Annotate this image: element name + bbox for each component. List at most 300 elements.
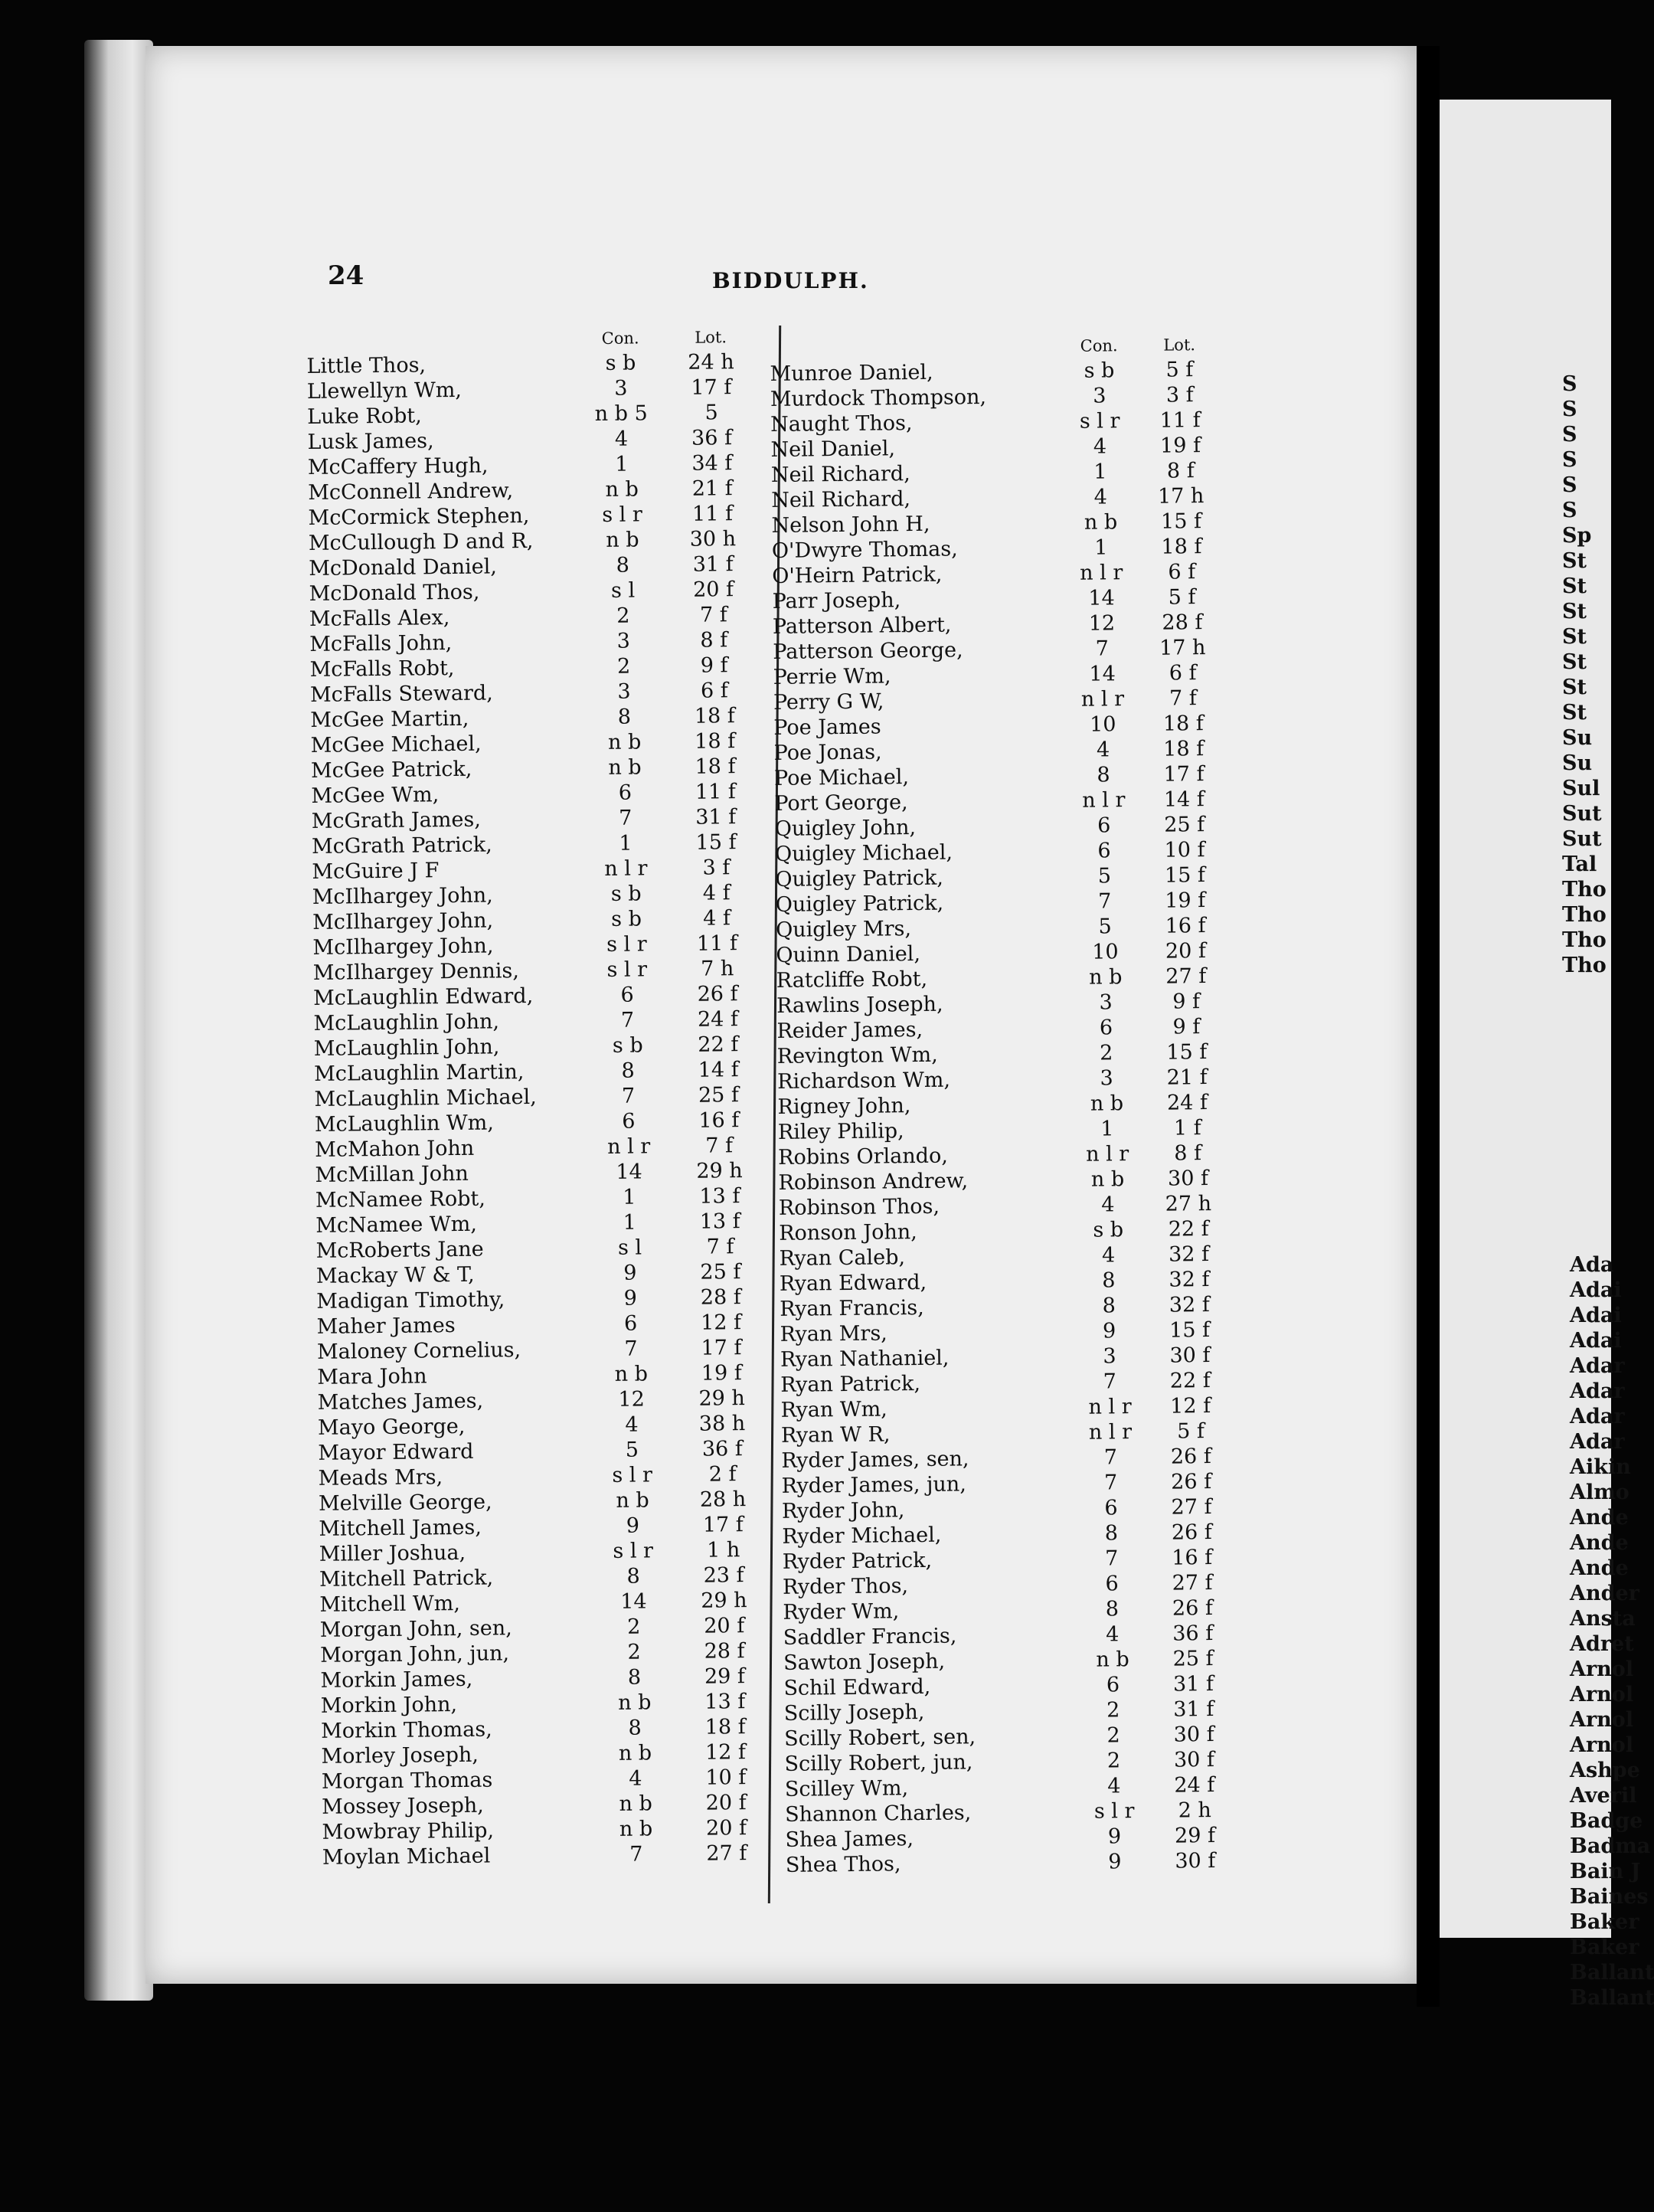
entry-lot: 34 f (691, 451, 733, 476)
entry-concession: 8 (1102, 1268, 1116, 1293)
entry-concession: 1 (623, 1185, 636, 1209)
entry-lot: 31 f (692, 552, 734, 577)
entry-concession: n l r (1088, 1420, 1133, 1445)
entry-name: Ryder Thos, (782, 1574, 909, 1599)
adjacent-entry-fragment: St (1562, 701, 1587, 725)
adjacent-entry-fragment: S (1562, 423, 1577, 447)
entry-concession: 4 (629, 1766, 642, 1791)
entry-name: Morgan John, sen, (319, 1616, 512, 1642)
adjacent-entry-fragment: St (1562, 600, 1587, 623)
entry-concession: 6 (623, 1311, 638, 1336)
entry-name: McIlhargey Dennis, (312, 959, 519, 985)
entry-name: Ryan Patrick, (780, 1372, 921, 1397)
entry-concession: 9 (623, 1261, 637, 1285)
adjacent-entry-fragment: Badma (1570, 1834, 1651, 1858)
entry-name: Robinson Thos, (778, 1194, 940, 1220)
entry-concession: 2 (627, 1615, 641, 1639)
entry-name: McGrath Patrick, (311, 833, 492, 859)
entry-lot: 32 f (1169, 1293, 1210, 1317)
entry-lot: 30 f (1173, 1748, 1215, 1772)
entry-concession: n l r (1085, 1142, 1129, 1167)
entry-concession: n l r (1082, 788, 1126, 813)
adjacent-entry-fragment: Arnol (1570, 1733, 1634, 1757)
entry-name: McLaughlin Martin, (314, 1060, 525, 1086)
adjacent-entry-fragment: Arnol (1570, 1657, 1634, 1681)
entry-name: Poe James (773, 715, 881, 740)
adjacent-entry-fragment: Adar (1570, 1405, 1625, 1428)
entry-name: Reider James, (776, 1017, 923, 1043)
adjacent-entry-fragment: St (1562, 574, 1587, 598)
entry-name: McLaughlin Michael, (314, 1085, 537, 1111)
entry-lot: 11 f (696, 931, 738, 956)
right-entries (770, 357, 1237, 1878)
entry-lot: 28 f (704, 1639, 745, 1664)
entry-lot: 3 f (702, 856, 731, 880)
entry-lot: 6 f (700, 679, 729, 703)
adjacent-entry-fragment: Sut (1562, 827, 1602, 851)
entry-name: Miller Joshua, (319, 1540, 466, 1566)
entry-concession: 3 (614, 376, 628, 401)
entry-name: Port George, (774, 790, 908, 816)
adjacent-entry-fragment: Tho (1562, 903, 1607, 927)
adjacent-entry-fragment: Tho (1562, 928, 1607, 952)
entry-lot: 17 h (1159, 636, 1206, 660)
adjacent-entry-fragment: Ballant (1570, 1961, 1654, 1985)
entry-concession: 14 (616, 1160, 642, 1184)
left-entries (306, 349, 782, 1870)
entry-name: McDonald Daniel, (309, 555, 498, 581)
entry-name: Moylan Michael (322, 1844, 491, 1870)
entry-lot: 5 f (1168, 585, 1196, 610)
entry-name: Morgan John, jun, (319, 1641, 510, 1667)
entry-name: Ryan W R, (780, 1422, 891, 1448)
entry-concession: 9 (626, 1513, 640, 1538)
con-header: Con. (601, 329, 639, 348)
entry-lot: 29 f (1174, 1824, 1216, 1848)
entry-concession: n l r (1080, 561, 1123, 585)
entry-concession: n b (619, 1792, 652, 1816)
adjacent-entry-fragment: Arnol (1570, 1683, 1634, 1706)
entry-lot: 21 f (1166, 1065, 1208, 1090)
entry-lot: 11 f (695, 780, 736, 804)
adjacent-entry-fragment: Baines (1570, 1885, 1649, 1909)
entry-name: McLaughlin John, (313, 1009, 500, 1036)
entry-lot: 27 f (1165, 964, 1207, 989)
entry-concession: n b (605, 477, 639, 502)
entry-lot: 26 f (1172, 1596, 1214, 1621)
entry-lot: 26 f (1171, 1470, 1212, 1494)
entry-concession: 6 (1104, 1496, 1118, 1520)
page-stack-edge (84, 40, 153, 2001)
entry-lot: 17 f (702, 1513, 744, 1537)
entry-concession: 1 (615, 452, 629, 476)
entry-lot: 18 f (704, 1715, 746, 1739)
entry-concession: 3 (1099, 990, 1113, 1015)
entry-name: Shannon Charles, (785, 1801, 972, 1827)
entry-lot: 12 f (1170, 1394, 1211, 1418)
entry-name: Melville George, (318, 1490, 492, 1516)
adjacent-page-fragment (1440, 100, 1654, 2010)
entry-lot: 17 f (701, 1336, 742, 1360)
entry-name: Mowbray Philip, (322, 1818, 495, 1844)
entry-name: Ryder James, sen, (781, 1447, 969, 1473)
entry-name: Sawton Joseph, (783, 1649, 946, 1675)
entry-lot: 17 h (1157, 484, 1205, 509)
lot-header: Lot. (695, 328, 727, 347)
entry-concession: 7 (1104, 1546, 1119, 1571)
entry-lot: 26 f (1170, 1445, 1211, 1469)
entry-concession: 9 (623, 1286, 638, 1311)
entry-lot: 17 f (691, 375, 732, 400)
entry-name: Parr Joseph, (772, 588, 901, 614)
entry-lot: 1 f (1173, 1116, 1201, 1140)
entry-concession: 5 (1098, 915, 1112, 939)
entry-name: Rigney John, (777, 1094, 911, 1119)
entry-concession: 8 (617, 705, 632, 729)
entry-name: Neil Richard, (771, 487, 911, 512)
entry-concession: s l r (612, 1463, 653, 1487)
entry-lot: 27 f (1172, 1571, 1213, 1595)
entry-name: McFalls Robt, (309, 656, 455, 682)
entry-name: Scilly Robert, sen, (784, 1725, 976, 1751)
entry-concession: 4 (1096, 738, 1110, 762)
adjacent-entry-fragment: Ander (1570, 1582, 1639, 1605)
entry-concession: 3 (1093, 384, 1106, 408)
entry-name: Llewellyn Wm, (306, 378, 463, 404)
entry-concession: 14 (620, 1589, 647, 1614)
entry-name: Matches James, (317, 1389, 484, 1415)
entry-concession: s b (610, 882, 642, 906)
entry-concession: 4 (1093, 434, 1107, 459)
entry-lot: 30 f (1169, 1343, 1211, 1368)
entry-lot: 25 f (698, 1083, 740, 1108)
entry-concession: 3 (616, 629, 631, 653)
entry-name: Patterson Albert, (772, 613, 952, 639)
entry-concession: 6 (1097, 813, 1111, 838)
entry-lot: 24 f (1166, 1091, 1208, 1115)
entry-name: Mara John (317, 1364, 427, 1389)
entry-lot: 24 f (697, 1007, 739, 1032)
entry-name: O'Heirn Patrick, (772, 562, 943, 588)
entry-name: Little Thos, (306, 353, 427, 378)
entry-lot: 15 f (695, 830, 737, 855)
entry-name: Ryder Michael, (782, 1523, 942, 1549)
entry-concession: 7 (1095, 636, 1110, 661)
entry-concession: 10 (1092, 940, 1119, 964)
entry-lot: 24 h (688, 350, 734, 375)
entry-name: McIlhargey John, (312, 883, 493, 909)
entry-lot: 18 f (1161, 535, 1202, 559)
adjacent-entry-fragment: St (1562, 650, 1587, 674)
left-directory-column (306, 325, 782, 1870)
entry-concession: s l r (613, 1539, 654, 1563)
entry-name: Morkin James, (320, 1667, 473, 1693)
adjacent-entry-fragment: S (1562, 499, 1577, 522)
adjacent-entry-fragment: Adar (1570, 1430, 1625, 1454)
adjacent-entry-fragment: Tal (1562, 852, 1597, 876)
lot-header: Lot. (1163, 335, 1196, 355)
adjacent-entry-fragment: Tho (1562, 878, 1607, 901)
entry-name: Saddler Francis, (783, 1624, 957, 1650)
adjacent-entry-fragment: St (1562, 549, 1587, 573)
entry-name: McFalls Steward, (309, 681, 493, 707)
entry-concession: s l r (1093, 1799, 1135, 1824)
entry-lot: 31 f (1173, 1697, 1214, 1722)
adjacent-entry-fragment: Su (1562, 726, 1593, 750)
entry-lot: 16 f (698, 1108, 740, 1133)
entry-name: McGee Wm, (311, 783, 440, 808)
entry-name: Scilley Wm, (784, 1776, 909, 1801)
entry-concession: 1 (623, 1210, 636, 1235)
entry-name: Morgan Thomas (321, 1768, 493, 1794)
book-gutter (1417, 46, 1440, 2007)
entry-concession: s l r (606, 932, 647, 957)
entry-lot: 7 f (706, 1235, 734, 1259)
entry-lot: 4 f (702, 881, 731, 905)
entry-concession: 8 (627, 1665, 642, 1690)
entry-lot: 8 f (1166, 459, 1195, 483)
entry-lot: 20 f (704, 1614, 745, 1638)
entry-name: Scilly Robert, jun, (784, 1750, 973, 1776)
entry-name: Scilly Joseph, (783, 1700, 925, 1726)
entry-lot: 3 f (1165, 383, 1194, 407)
entry-name: Mayor Edward (318, 1439, 474, 1465)
entry-name: Maher James (316, 1314, 456, 1339)
entry-name: McMahon John (315, 1136, 475, 1162)
entry-name: Murdock Thompson, (770, 385, 987, 411)
adjacent-entry-fragment: St (1562, 625, 1587, 649)
entry-concession: 8 (621, 1059, 635, 1083)
entry-concession: 1 (619, 831, 633, 856)
entry-lot: 19 f (701, 1361, 742, 1386)
adjacent-page-bottom-column (1570, 1252, 1654, 2011)
adjacent-entry-fragment: S (1562, 372, 1577, 396)
entry-concession: 14 (1089, 662, 1116, 686)
entry-name: McGee Martin, (310, 706, 469, 732)
entry-concession: 12 (618, 1387, 645, 1412)
entry-lot: 38 h (698, 1412, 746, 1436)
entry-name: Morkin John, (320, 1693, 458, 1718)
right-directory-column (770, 332, 1237, 1878)
entry-name: Lusk James, (307, 429, 434, 454)
entry-concession: 7 (1097, 889, 1112, 914)
entry-lot: 10 f (705, 1765, 747, 1790)
entry-concession: 7 (621, 1084, 636, 1108)
adjacent-entry-fragment: Ashpe (1570, 1759, 1640, 1782)
entry-concession: n l r (604, 856, 648, 881)
entry-name: Quigley Mrs, (775, 917, 912, 942)
entry-lot: 30 f (1175, 1849, 1216, 1873)
entry-name: McCormick Stephen, (308, 503, 530, 530)
entry-concession: 6 (1105, 1572, 1119, 1596)
entry-lot: 2 h (1178, 1798, 1211, 1823)
entry-lot: 30 f (1167, 1167, 1209, 1191)
entry-lot: 27 f (1171, 1495, 1212, 1520)
entry-lot: 15 f (1164, 863, 1206, 888)
entry-concession: n b (619, 1817, 653, 1841)
entry-lot: 7 f (699, 603, 727, 627)
entry-lot: 27 f (706, 1841, 747, 1866)
entry-lot: 27 h (1165, 1192, 1212, 1216)
entry-name: Ryan Wm, (780, 1397, 887, 1422)
entry-name: Schil Edward, (783, 1674, 931, 1700)
entry-lot: 31 f (1172, 1672, 1214, 1697)
entry-name: McCaffery Hugh, (307, 453, 489, 479)
adjacent-entry-fragment: Baker (1570, 1936, 1639, 1959)
entry-lot: 8 f (700, 628, 728, 653)
entry-name: Ryan Caleb, (779, 1245, 906, 1271)
entry-lot: 19 f (1165, 888, 1206, 913)
entry-lot: 5 f (1176, 1419, 1205, 1444)
entry-name: McRoberts Jane (315, 1237, 484, 1263)
entry-name: McGee Patrick, (310, 757, 472, 783)
adjacent-entry-fragment: Su (1562, 751, 1593, 775)
entry-concession: 2 (627, 1640, 641, 1664)
entry-name: Ronson John, (779, 1220, 917, 1245)
entry-concession: 3 (1100, 1066, 1113, 1091)
entry-lot: 9 f (1172, 1015, 1201, 1039)
entry-lot: 14 f (1163, 787, 1205, 812)
entry-concession: n b (606, 528, 639, 552)
entry-lot: 28 f (1162, 610, 1203, 635)
entry-lot: 25 f (1164, 813, 1205, 837)
entry-concession: 6 (622, 1109, 636, 1134)
entry-lot: 16 f (1165, 914, 1206, 938)
entry-name: Neil Daniel, (770, 437, 896, 462)
entry-concession: 2 (1106, 1698, 1120, 1723)
entry-lot: 9 f (1172, 990, 1201, 1014)
entry-lot: 25 f (700, 1260, 741, 1284)
entry-lot: 20 f (705, 1816, 747, 1841)
entry-name: Mitchell Wm, (319, 1591, 461, 1617)
adjacent-entry-fragment: Ansta (1570, 1607, 1636, 1631)
entry-lot: 6 f (1169, 661, 1197, 686)
entry-concession: 4 (1106, 1622, 1120, 1647)
entry-name: McFalls Alex, (309, 606, 450, 631)
adjacent-entry-fragment: Badge (1570, 1809, 1643, 1833)
entry-concession: 8 (1104, 1521, 1119, 1546)
entry-concession: 8 (1097, 763, 1110, 787)
entry-name: Ryder Patrick, (782, 1548, 933, 1574)
entry-lot: 7 f (705, 1134, 734, 1158)
adjacent-entry-fragment: S (1562, 473, 1577, 497)
adjacent-entry-fragment: Adai (1570, 1304, 1622, 1327)
entry-concession: s l r (602, 502, 643, 527)
entry-lot: 11 f (691, 502, 734, 526)
entry-concession: n b (1088, 965, 1123, 990)
entry-name: O'Dwyre Thomas, (771, 537, 958, 563)
entry-lot: 26 f (697, 982, 738, 1006)
adjacent-entry-fragment: Bain J (1570, 1860, 1641, 1883)
entry-concession: 3 (617, 679, 631, 704)
entry-lot: 13 f (699, 1209, 740, 1234)
entry-name: Mackay W & T, (315, 1262, 475, 1288)
directory-entry (322, 1841, 782, 1870)
entry-lot: 32 f (1169, 1268, 1210, 1292)
entry-lot: 21 f (691, 476, 733, 501)
entry-concession: n b (1090, 1167, 1125, 1192)
entry-lot: 23 f (703, 1563, 744, 1588)
entry-lot: 1 h (706, 1538, 740, 1562)
entry-concession: 6 (618, 780, 633, 805)
adjacent-entry-fragment: St (1562, 676, 1587, 699)
entry-lot: 31 f (695, 805, 737, 830)
adjacent-entry-fragment: Adai (1570, 1329, 1622, 1353)
entry-concession: 4 (1101, 1243, 1116, 1268)
adjacent-entry-fragment: Tho (1562, 954, 1607, 977)
entry-name: Morkin Thomas, (321, 1717, 492, 1743)
adjacent-entry-fragment: Ande (1570, 1531, 1629, 1555)
adjacent-entry-fragment: Ande (1570, 1556, 1629, 1580)
running-head: BIDDULPH. (712, 268, 869, 293)
entry-concession: 2 (1106, 1723, 1120, 1748)
entry-lot: 30 f (1173, 1723, 1214, 1747)
entry-lot: 29 h (696, 1159, 743, 1183)
adjacent-entry-fragment: Sul (1562, 777, 1600, 800)
entry-name: McLaughlin John, (313, 1035, 500, 1061)
adjacent-entry-fragment: Ande (1570, 1506, 1629, 1530)
entry-concession: 7 (1103, 1471, 1118, 1495)
entry-concession: 1 (1094, 535, 1108, 560)
entry-lot: 12 f (700, 1311, 742, 1335)
entry-lot: 8 f (1174, 1141, 1202, 1166)
entry-lot: 17 f (1163, 762, 1205, 787)
entry-concession: 7 (1103, 1369, 1117, 1394)
entry-name: Richardson Wm, (777, 1068, 951, 1094)
entry-concession: 5 (625, 1438, 639, 1462)
entry-lot: 6 f (1168, 560, 1196, 584)
entry-name: McLaughlin Wm, (314, 1111, 495, 1137)
entry-concession: s b (612, 1033, 643, 1058)
entry-concession: n b (1084, 510, 1118, 535)
entry-concession: s b (1093, 1218, 1124, 1242)
entry-concession: 5 (1097, 864, 1112, 888)
entry-concession: n l r (1080, 687, 1125, 712)
adjacent-entry-fragment: Aikin (1570, 1455, 1631, 1479)
entry-concession: 7 (629, 1842, 643, 1867)
entry-concession: 2 (616, 604, 630, 628)
entry-concession: 2 (1100, 1041, 1113, 1065)
entry-name: Ryder John, (781, 1498, 905, 1523)
entry-lot: 22 f (698, 1032, 739, 1057)
entry-name: Shea James, (785, 1827, 914, 1852)
con-header: Con. (1080, 336, 1118, 355)
adjacent-entry-fragment: S (1562, 398, 1577, 421)
entry-name: Luke Robt, (307, 404, 422, 429)
entry-lot: 5 f (1165, 358, 1194, 382)
entry-name: McIlhargey John, (312, 934, 494, 960)
entry-concession: s l (617, 1235, 642, 1260)
entry-lot: 18 f (694, 704, 735, 728)
entry-name: Revington Wm, (776, 1042, 938, 1068)
entry-lot: 15 f (1169, 1318, 1211, 1343)
entry-concession: 10 (1089, 712, 1116, 737)
entry-name: Naught Thos, (770, 411, 913, 437)
entry-lot: 29 h (701, 1589, 747, 1613)
entry-concession: 9 (1107, 1824, 1122, 1849)
entry-name: McConnell Andrew, (308, 479, 514, 505)
entry-lot: 20 f (692, 578, 734, 602)
entry-name: Mayo George, (317, 1414, 466, 1440)
adjacent-entry-fragment: Adar (1570, 1379, 1625, 1403)
entry-lot: 19 f (1159, 434, 1201, 458)
entry-concession: 2 (1106, 1749, 1121, 1773)
entry-concession: 6 (1097, 839, 1111, 863)
entry-lot: 7 f (1169, 686, 1198, 711)
page-number: 24 (328, 260, 364, 291)
entry-name: Maloney Cornelius, (316, 1338, 521, 1364)
entry-concession: 6 (620, 983, 634, 1007)
